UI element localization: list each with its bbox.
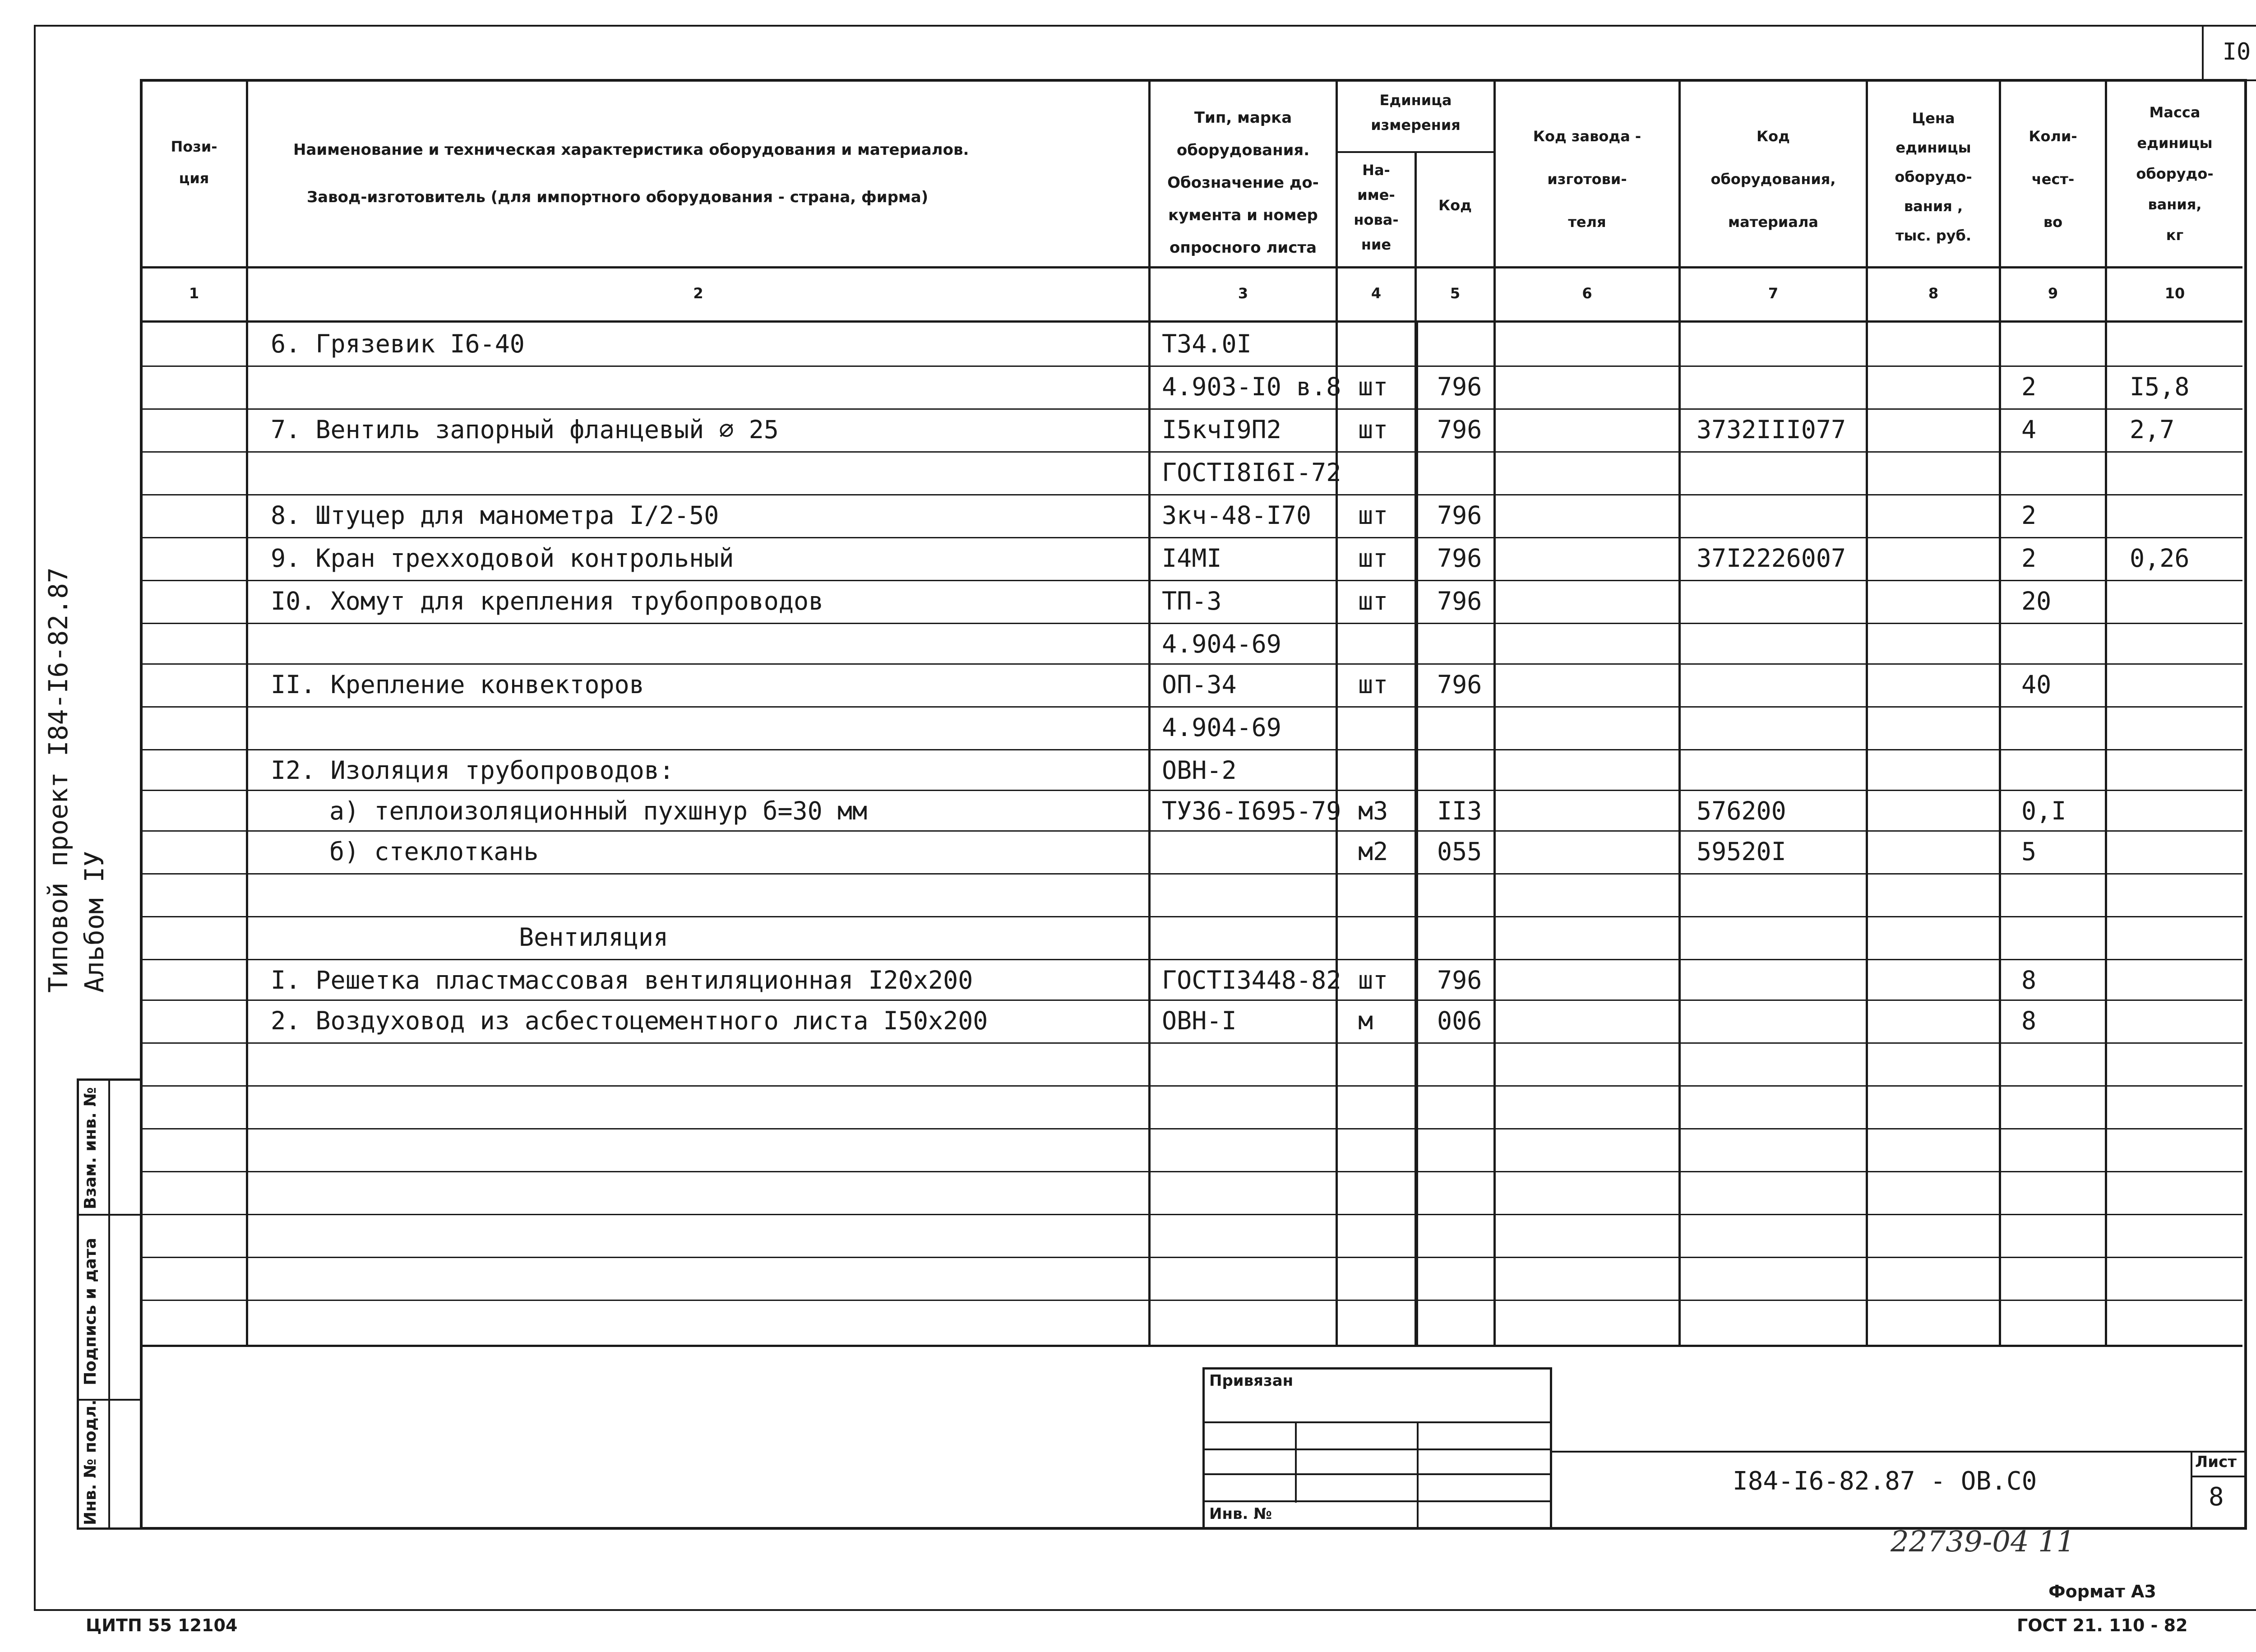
document-code: I84-I6-82.87 - ОВ.С0	[1733, 1467, 2037, 1496]
col-number-2: 2	[693, 285, 703, 302]
row-mass: 0,26	[2130, 544, 2190, 573]
row-line	[140, 1257, 2242, 1258]
row-line	[140, 873, 2242, 875]
row-line	[140, 1042, 2242, 1044]
col-line-5	[1493, 79, 1496, 1347]
row-qty: 2	[2021, 544, 2037, 573]
row-qty: 2	[2021, 501, 2037, 530]
col-number-8: 8	[1928, 285, 1939, 302]
row-name: 7. Вентиль запорный фланцевый ∅ 25	[271, 415, 779, 444]
row-code: 796	[1437, 501, 1482, 530]
row-line	[140, 1128, 2242, 1129]
row-code: 055	[1437, 837, 1482, 866]
row-type: 4.903-I0 в.8	[1162, 372, 1341, 401]
row-unit: шт	[1358, 670, 1388, 699]
side-album-label: Альбом IУ	[79, 851, 110, 993]
row-qty: 4	[2021, 415, 2037, 444]
row-type: ОВН-2	[1162, 756, 1237, 785]
row-name: а) теплоизоляционный пухшнур б=30 мм	[329, 796, 868, 825]
row-qty: 20	[2021, 587, 2052, 615]
header-col5: Код	[1438, 197, 1472, 214]
row-name: I2. Изоляция трубопроводов:	[271, 756, 675, 785]
row-qty: 40	[2021, 670, 2052, 699]
row-equip: 3732III077	[1697, 415, 1846, 444]
side-stamp-divider	[108, 1078, 110, 1530]
row-name: 8. Штуцер для манометра I/2-50	[271, 501, 719, 530]
row-name: 6. Грязевик I6-40	[271, 329, 525, 358]
inv-no-label: Инв. №	[1209, 1505, 1272, 1523]
sheet-label: Лист	[2195, 1453, 2237, 1471]
header-bottom-line	[140, 266, 2242, 268]
side-stamp-cell-2: Подпись и дата	[81, 1238, 100, 1385]
header-col1: Пози- ция	[171, 138, 217, 187]
row-type: 3кч-48-I70	[1162, 501, 1312, 530]
table-bottom-line	[140, 1345, 2242, 1347]
side-stamp-cell-1: Взам. инв. №	[81, 1087, 100, 1209]
header-col7: Код оборудования, материала	[1710, 128, 1836, 231]
col-line-7	[1866, 79, 1868, 1347]
side-project-label: Типовой проект I84-I6-82.87	[43, 567, 74, 993]
row-name: 9. Кран трехходовой контрольный	[271, 544, 734, 573]
col-line-9	[2105, 79, 2107, 1347]
col-number-10: 10	[2164, 285, 2185, 302]
row-equip: 37I2226007	[1697, 544, 1846, 573]
row-type: I5кчI9П2	[1162, 415, 1281, 444]
row-unit: шт	[1358, 544, 1388, 573]
sheet-value: 8	[2209, 1482, 2224, 1512]
row-name: 2. Воздуховод из асбестоцементного листа I50x200	[271, 1006, 988, 1035]
col-line-4b	[1415, 323, 1418, 1347]
row-type: ОВН-I	[1162, 1006, 1237, 1035]
row-code: 796	[1437, 372, 1482, 401]
unit-group-line	[1336, 151, 1496, 153]
top-sheet-box	[2202, 25, 2256, 81]
row-qty: 8	[2021, 966, 2037, 995]
title-block-top-line	[1552, 1451, 2247, 1453]
row-name: I0. Хомут для крепления трубопроводов	[271, 587, 824, 615]
top-sheet-number: I0	[2222, 38, 2251, 65]
row-code: 796	[1437, 544, 1482, 573]
row-name: б) стеклоткань	[329, 837, 539, 866]
col-line-3	[1336, 79, 1338, 1347]
row-code: 796	[1437, 587, 1482, 615]
row-qty: 0,I	[2021, 796, 2066, 825]
header-col2: Наименование и техническая характеристика оборудования и материалов. Завод-изготовитель (для импортного оборудования - страна, фирма)	[293, 141, 969, 206]
row-name: Вентиляция	[519, 923, 669, 952]
handwritten-note: 22739-04 11	[1891, 1525, 2075, 1559]
row-line	[140, 1085, 2242, 1087]
row-line	[140, 1214, 2242, 1215]
row-unit: м3	[1358, 796, 1388, 825]
side-stamp-cell-3: Инв. № подл.	[81, 1399, 100, 1525]
col-number-9: 9	[2048, 285, 2058, 302]
header-col6: Код завода - изготови- теля	[1533, 128, 1641, 231]
header-col10: Масса единицы оборудо- вания, кг	[2136, 104, 2214, 244]
row-type: 4.904-69	[1162, 713, 1281, 742]
header-unit-group: Единица измерения	[1371, 92, 1461, 134]
header-col3: Тип, марка оборудования. Обозначение до- кумента и номер опросного листа	[1167, 109, 1319, 257]
col-number-7: 7	[1768, 285, 1779, 302]
format-label: Формат А3	[2048, 1582, 2156, 1601]
col-number-3: 3	[1238, 285, 1248, 302]
row-unit: шт	[1358, 415, 1388, 444]
row-qty: 5	[2021, 837, 2037, 866]
row-equip: 59520I	[1697, 837, 1786, 866]
row-type: 4.904-69	[1162, 629, 1281, 658]
row-unit: шт	[1358, 587, 1388, 615]
header-col9: Коли- чест- во	[2029, 128, 2077, 231]
header-col8: Цена единицы оборудо- вания , тыс. руб.	[1895, 110, 1972, 244]
privyazan-label: Привязан	[1209, 1372, 1294, 1390]
row-type: ОП-34	[1162, 670, 1237, 699]
footer-right: ГОСТ 21. 110 - 82	[2017, 1615, 2188, 1635]
row-type: ТУ36-I695-79	[1162, 796, 1341, 825]
row-mass: 2,7	[2130, 415, 2175, 444]
col-number-5: 5	[1450, 285, 1461, 302]
row-type: ТП-3	[1162, 587, 1222, 615]
row-type: I4MI	[1162, 544, 1222, 573]
col-line-6	[1678, 79, 1681, 1347]
footer-left: ЦИТП 55 12104	[86, 1615, 238, 1635]
row-equip: 576200	[1697, 796, 1786, 825]
row-unit: м2	[1358, 837, 1388, 866]
row-code: 796	[1437, 670, 1482, 699]
col-line-2	[1148, 79, 1151, 1347]
row-unit: м	[1358, 1006, 1373, 1035]
row-line	[140, 1171, 2242, 1172]
row-code: 796	[1437, 966, 1482, 995]
row-line	[140, 1300, 2242, 1301]
row-type: ГОСТI3448-82	[1162, 966, 1341, 995]
row-unit: шт	[1358, 501, 1388, 530]
col-number-4: 4	[1371, 285, 1382, 302]
row-line	[140, 916, 2242, 917]
col-line-8	[1999, 79, 2001, 1347]
row-qty: 8	[2021, 1006, 2037, 1035]
row-code: 006	[1437, 1006, 1482, 1035]
row-code: 796	[1437, 415, 1482, 444]
row-qty: 2	[2021, 372, 2037, 401]
row-type: Т34.0I	[1162, 329, 1252, 358]
col-number-1: 1	[189, 285, 199, 302]
row-type: ГОСТI8I6I-72	[1162, 458, 1341, 487]
header-col4: На- име- нова- ние	[1354, 162, 1399, 253]
row-unit: шт	[1358, 372, 1388, 401]
row-name: II. Крепление конвекторов	[271, 670, 644, 699]
col-line-1	[246, 79, 248, 1347]
row-name: I. Решетка пластмассовая вентиляционная I20x200	[271, 966, 973, 995]
row-mass: I5,8	[2130, 372, 2190, 401]
row-unit: шт	[1358, 966, 1388, 995]
col-number-6: 6	[1582, 285, 1592, 302]
row-code: II3	[1437, 796, 1482, 825]
